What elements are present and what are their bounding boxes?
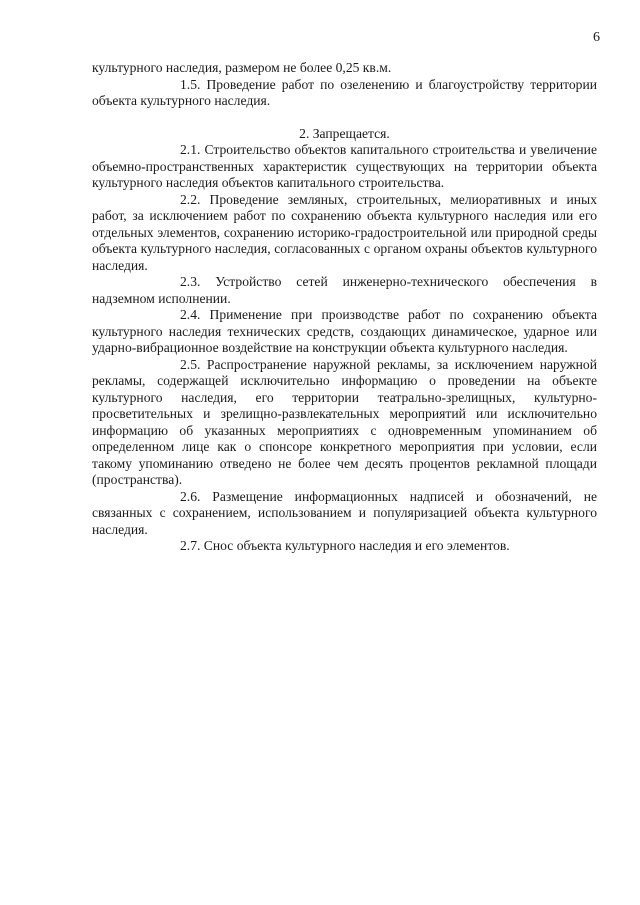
section-heading: 2. Запрещается. bbox=[299, 125, 390, 141]
paragraph-number: 2.3. bbox=[180, 274, 201, 289]
paragraph-text: Строительство объектов капитального строительства и увеличение объемно-пространственных характеристик существующих на территории объекта культурного наследия объектов капитального строительства. bbox=[92, 142, 597, 190]
paragraph-2-1 bbox=[92, 142, 597, 192]
paragraph-number: 2.5. bbox=[180, 356, 201, 372]
paragraph-text: Размещение информационных надписей и обозначений, не связанных с сохранением, использованием и популяризацией объекта культурного наследия. bbox=[92, 488, 597, 537]
paragraph-2-6 bbox=[92, 489, 597, 539]
paragraph-2-7 bbox=[92, 538, 597, 555]
paragraph-number: 2.1. bbox=[180, 142, 201, 157]
paragraph-number: 2.6. bbox=[180, 488, 201, 504]
paragraph-2-4 bbox=[92, 307, 597, 357]
document-body bbox=[92, 60, 597, 555]
paragraph-number: 2.7. bbox=[180, 538, 201, 553]
paragraph-number: 2.2. bbox=[180, 191, 201, 207]
paragraph-text: Снос объекта культурного наследия и его элементов. bbox=[203, 538, 510, 553]
paragraph-text: Применение при производстве работ по сохранению объекта культурного наследия технических средств, создающих динамическое, ударное или ударно-вибрационное воздействие на конструкции объекта культурного наследия. bbox=[92, 307, 597, 355]
paragraph-2-3 bbox=[92, 274, 597, 307]
paragraph-text: Устройство сетей инженерно-технического обеспечения в надземном исполнении. bbox=[92, 274, 597, 306]
paragraph-text: Проведение земляных, строительных, мелиоративных и иных работ, за исключением работ по сохранению объекта культурного наследия или его отдельных элементов, сохранению историко-градостроительной или природной среды объекта культурного наследия, согласованных с органом охраны объектов культурного наследия. bbox=[92, 191, 597, 273]
paragraph-1-5 bbox=[92, 77, 597, 110]
paragraph-2-2 bbox=[92, 192, 597, 275]
paragraph-number: 1.5. bbox=[180, 76, 201, 92]
paragraph-continuation: культурного наследия, размером не более 0,25 кв.м. bbox=[92, 60, 392, 75]
paragraph-text: Распространение наружной рекламы, за исключением наружной рекламы, содержащей исключительно информацию о проведении на объекте культурного наследия, его территории театрально-зрелищных, культурно-просветительных и зрелищно-развлекательных мероприятий или исключительно информацию об указанных мероприятиях с одновременным упоминанием об определенном лице как о спонсоре конкретного мероприятия при условии, если такому упоминанию отведено не более чем десять процентов рекламной площади (пространства). bbox=[92, 356, 597, 487]
paragraph-2-5 bbox=[92, 357, 597, 489]
page-number: 6 bbox=[593, 30, 600, 45]
paragraph-text: Проведение работ по озеленению и благоустройству территории объекта культурного наследия. bbox=[92, 76, 597, 108]
paragraph-number: 2.4. bbox=[180, 307, 201, 322]
